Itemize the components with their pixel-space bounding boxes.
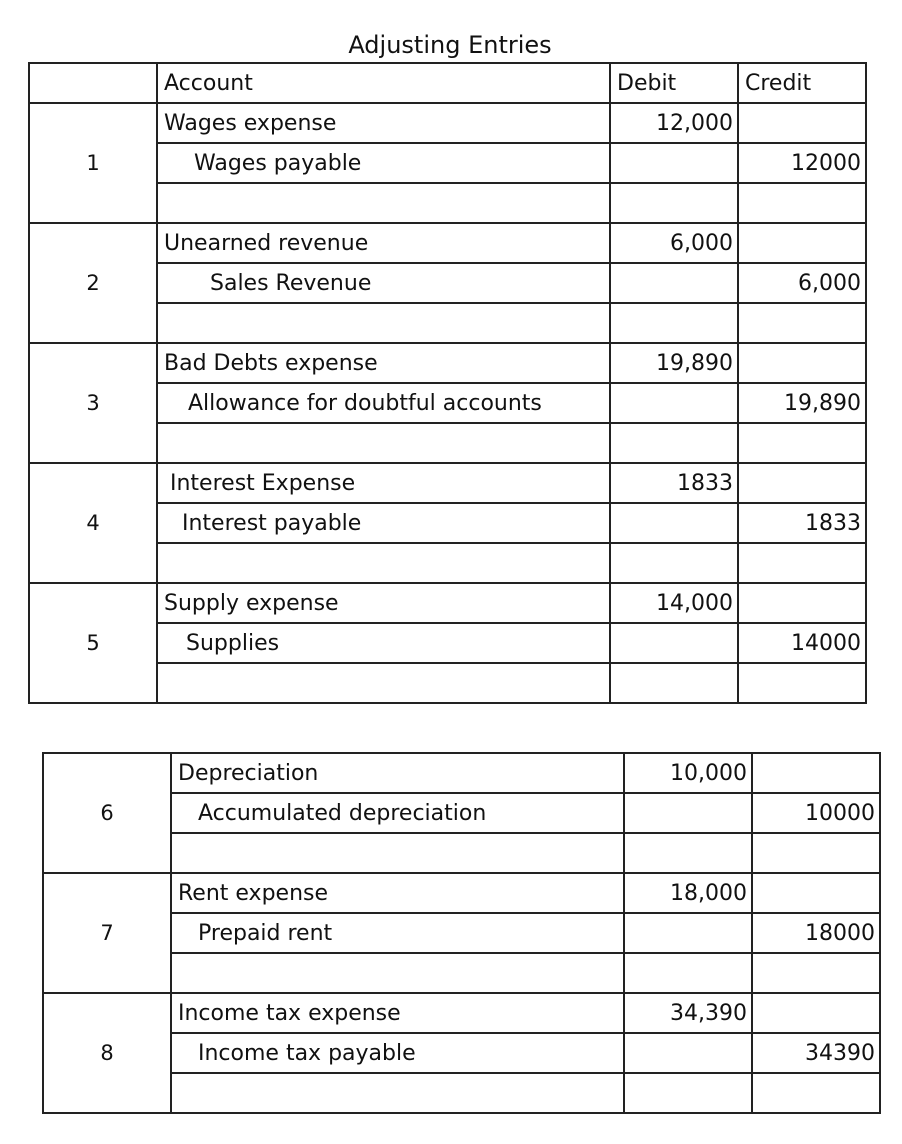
entry-number: 7 bbox=[43, 873, 171, 993]
empty-cell bbox=[738, 183, 866, 223]
debit-amount: 18,000 bbox=[624, 873, 752, 913]
empty-cell bbox=[738, 663, 866, 703]
empty-cell bbox=[752, 953, 880, 993]
empty-cell bbox=[157, 423, 610, 463]
empty-cell bbox=[610, 303, 738, 343]
adjusting-entries-table-2 bbox=[42, 752, 881, 1114]
empty-cell bbox=[610, 663, 738, 703]
empty-cell bbox=[624, 833, 752, 873]
header-row bbox=[29, 63, 866, 103]
empty-cell bbox=[610, 423, 738, 463]
debit-account: Bad Debts expense bbox=[157, 343, 610, 383]
credit-amount: 14000 bbox=[738, 623, 866, 663]
empty-cell bbox=[738, 423, 866, 463]
empty-cell bbox=[624, 1033, 752, 1073]
empty-cell bbox=[738, 303, 866, 343]
empty-cell bbox=[171, 953, 624, 993]
header-debit: Debit bbox=[610, 63, 738, 103]
credit-account: Accumulated depreciation bbox=[171, 793, 624, 833]
entry-number: 5 bbox=[29, 583, 157, 703]
empty-cell bbox=[624, 913, 752, 953]
entry-number: 6 bbox=[43, 753, 171, 873]
empty-cell bbox=[624, 793, 752, 833]
debit-account: Supply expense bbox=[157, 583, 610, 623]
credit-amount: 34390 bbox=[752, 1033, 880, 1073]
entry-debit-row bbox=[43, 993, 880, 1033]
entry-debit-row bbox=[43, 873, 880, 913]
entry-number: 3 bbox=[29, 343, 157, 463]
credit-account: Prepaid rent bbox=[171, 913, 624, 953]
credit-amount: 1833 bbox=[738, 503, 866, 543]
credit-amount: 12000 bbox=[738, 143, 866, 183]
credit-account: Supplies bbox=[157, 623, 610, 663]
empty-cell bbox=[157, 303, 610, 343]
empty-cell bbox=[738, 343, 866, 383]
empty-cell bbox=[610, 263, 738, 303]
debit-amount: 34,390 bbox=[624, 993, 752, 1033]
empty-cell bbox=[610, 623, 738, 663]
debit-account: Rent expense bbox=[171, 873, 624, 913]
empty-cell bbox=[171, 833, 624, 873]
entry-number: 1 bbox=[29, 103, 157, 223]
entry-number: 8 bbox=[43, 993, 171, 1113]
entry-debit-row bbox=[29, 103, 866, 143]
entry-number: 2 bbox=[29, 223, 157, 343]
empty-cell bbox=[624, 953, 752, 993]
empty-cell bbox=[752, 833, 880, 873]
header-account: Account bbox=[157, 63, 610, 103]
credit-account: Allowance for doubtful accounts bbox=[157, 383, 610, 423]
page-title: Adjusting Entries bbox=[348, 31, 552, 59]
debit-amount: 14,000 bbox=[610, 583, 738, 623]
empty-cell bbox=[610, 543, 738, 583]
debit-amount: 1833 bbox=[610, 463, 738, 503]
empty-cell bbox=[610, 503, 738, 543]
credit-amount: 18000 bbox=[752, 913, 880, 953]
credit-account: Interest payable bbox=[157, 503, 610, 543]
empty-cell bbox=[610, 383, 738, 423]
empty-cell bbox=[610, 183, 738, 223]
credit-account: Income tax payable bbox=[171, 1033, 624, 1073]
debit-account: Depreciation bbox=[171, 753, 624, 793]
empty-cell bbox=[752, 993, 880, 1033]
debit-amount: 12,000 bbox=[610, 103, 738, 143]
empty-cell bbox=[738, 583, 866, 623]
empty-cell bbox=[738, 463, 866, 503]
debit-account: Interest Expense bbox=[157, 463, 610, 503]
entry-debit-row bbox=[43, 753, 880, 793]
header-credit: Credit bbox=[738, 63, 866, 103]
empty-cell bbox=[157, 183, 610, 223]
empty-cell bbox=[752, 1073, 880, 1113]
credit-amount: 6,000 bbox=[738, 263, 866, 303]
empty-cell bbox=[738, 223, 866, 263]
empty-cell bbox=[610, 143, 738, 183]
empty-cell bbox=[157, 663, 610, 703]
debit-account: Income tax expense bbox=[171, 993, 624, 1033]
entry-debit-row bbox=[29, 223, 866, 263]
empty-cell bbox=[624, 1073, 752, 1113]
empty-cell bbox=[157, 543, 610, 583]
empty-cell bbox=[171, 1073, 624, 1113]
entry-number: 4 bbox=[29, 463, 157, 583]
debit-amount: 19,890 bbox=[610, 343, 738, 383]
empty-cell bbox=[752, 753, 880, 793]
debit-amount: 10,000 bbox=[624, 753, 752, 793]
credit-account: Sales Revenue bbox=[157, 263, 610, 303]
debit-account: Unearned revenue bbox=[157, 223, 610, 263]
credit-account: Wages payable bbox=[157, 143, 610, 183]
empty-cell bbox=[752, 873, 880, 913]
empty-cell bbox=[738, 543, 866, 583]
entry-debit-row bbox=[29, 343, 866, 383]
debit-amount: 6,000 bbox=[610, 223, 738, 263]
entry-debit-row bbox=[29, 463, 866, 503]
empty-cell bbox=[738, 103, 866, 143]
adjusting-entries-table-1 bbox=[28, 62, 867, 704]
debit-account: Wages expense bbox=[157, 103, 610, 143]
credit-amount: 19,890 bbox=[738, 383, 866, 423]
header-number-cell bbox=[29, 63, 157, 103]
credit-amount: 10000 bbox=[752, 793, 880, 833]
entry-debit-row bbox=[29, 583, 866, 623]
